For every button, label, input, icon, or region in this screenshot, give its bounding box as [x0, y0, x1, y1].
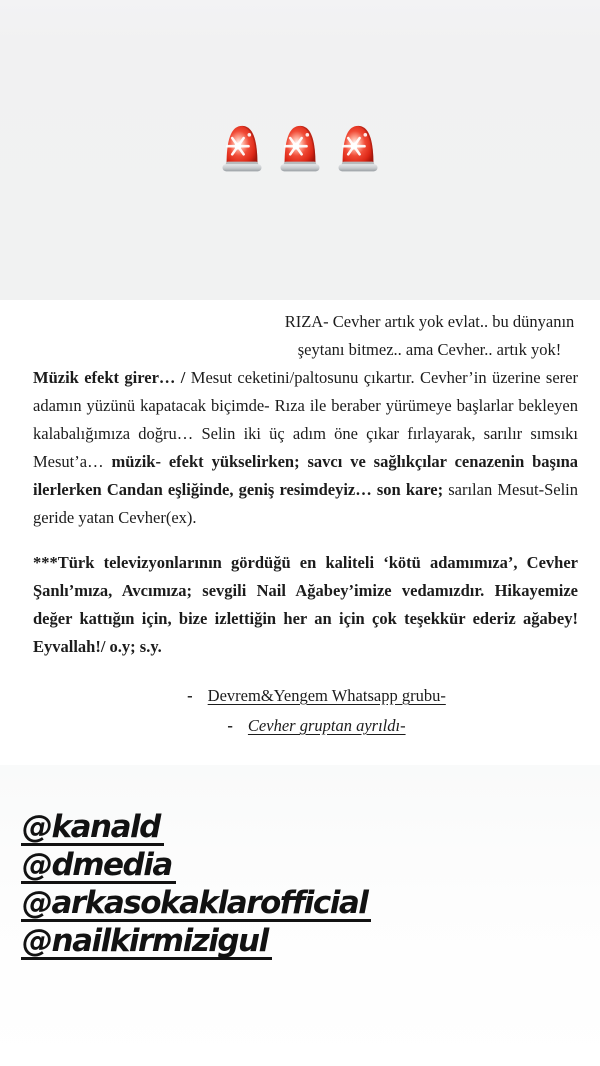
- dialogue-block: [281, 308, 578, 364]
- mentions-block: [0, 765, 600, 1066]
- siren-icon: [274, 115, 326, 179]
- farewell-paragraph: ***Türk televizyonlarının gördüğü en kaliteli ‘kötü adamımıza’, Cevher Şanlı’mıza, Avcımıza; sevgili Nail Ağabey’imize vedamızdır. Hikayemize değer kattığın için, bize izlettiğin her an için çok teşekkür ederiz ağabey! Eyvallah!/ o.y; s.y.: [33, 553, 578, 656]
- dash-bullet: -: [187, 686, 193, 705]
- siren-icon: [332, 115, 384, 179]
- whatsapp-group-line: [33, 681, 578, 710]
- dash-bullet: -: [227, 716, 233, 735]
- dialogue-line-1: RIZA- Cevher artık yok evlat.. bu dünyanın: [284, 312, 575, 331]
- mention-line: [21, 887, 600, 922]
- mention-line: [21, 811, 600, 846]
- mention-line: [21, 849, 600, 884]
- mention-kanald[interactable]: @kanald: [21, 811, 164, 846]
- action-bold-1: Müzik efekt girer… /: [33, 368, 191, 387]
- action-paragraph: [33, 364, 578, 532]
- mention-arkasokaklarofficial[interactable]: @arkasokaklarofficial: [21, 887, 371, 922]
- dialogue-line-2: şeytanı bitmez.. ama Cevher.. artık yok!: [297, 340, 562, 359]
- whatsapp-left-line: [33, 711, 578, 740]
- siren-icon: [216, 115, 268, 179]
- siren-emoji-row: [0, 0, 600, 300]
- action-regular-1: Mesut ceketini/paltosunu çıkartır. Cevher’in üzerine serer adamın yüzünü kapatacak biçimde- Rıza ile beraber yürümeye başlarlar bekleyen kalabalığımıza doğru… Selin iki üç adım öne çıkar fırlayarak, sarılır sımsıkı Mesut’a…: [33, 368, 578, 471]
- whatsapp-group-name: Devrem&Yengem Whatsapp grubu-: [207, 686, 446, 705]
- mention-dmedia[interactable]: @dmedia: [21, 849, 176, 884]
- script-document: [0, 300, 600, 765]
- whatsapp-left-message: Cevher gruptan ayrıldı-: [247, 716, 406, 735]
- mention-nailkirmizigul[interactable]: @nailkirmizigul: [21, 925, 272, 960]
- action-bold-2: müzik- efekt yükselirken; savcı ve sağlıkçılar cenazenin başına ilerlerken Candan eşliğinde, geniş resimdeyiz… son kare;: [33, 452, 578, 499]
- action-regular-2: sarılan Mesut-Selin geride yatan Cevher(ex).: [33, 480, 578, 527]
- mention-line: [21, 925, 600, 960]
